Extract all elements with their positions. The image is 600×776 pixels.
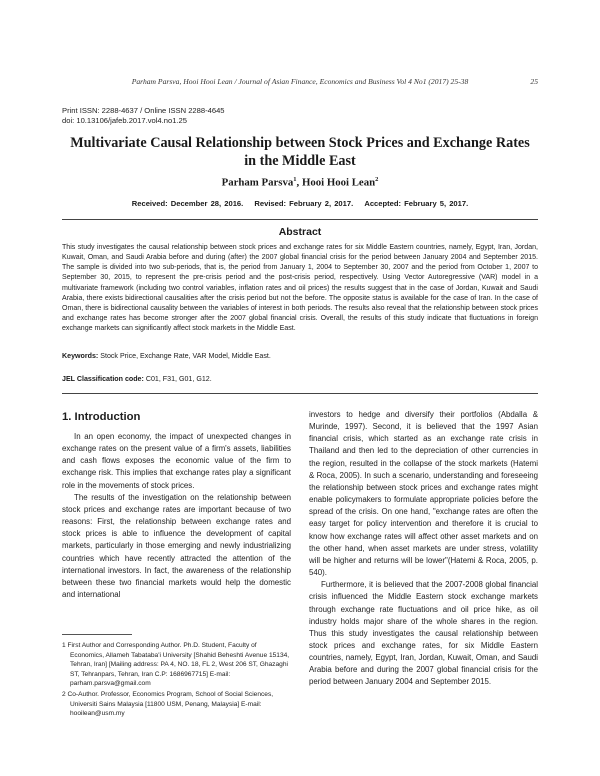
running-head-text: Parham Parsva, Hooi Hooi Lean / Journal of Asian Finance, Economics and Business Vol 4 No1 (2017) 25-38: [131, 77, 469, 86]
author-name: Parham Parsva: [221, 176, 294, 189]
body-paragraph: Furthermore, it is believed that the 2007-2008 global financial crisis influenced the Middle Eastern stock exchange markets through exchange rate fluctuations and oil price hike, as oil industry holds major share of the whole shares in the region. Thus this study investigates the causal relationship between stock prices and exchange rates, for six Middle Eastern countries, namely, Egypt, Iran, Jordan, Kuwait, Oman, and Saudi Arabia before and during the 2007 global financial crisis for the period between January 2004 and September 2015.: [309, 580, 538, 687]
running-head: [0, 77, 600, 86]
page-number: 25: [530, 77, 538, 86]
body-paragraph: In an open economy, the impact of unexpected changes in exchange rates on the present value of a firm's assets, liabilities and cash flows exposes the economic value of the firm to exchange risk. This implies that exchange rates play a significant role in the movements of stock prices.: [62, 432, 291, 490]
jel-label: JEL Classification code:: [62, 375, 144, 383]
dates-line: [62, 199, 538, 208]
issn-line: Print ISSN: 2288-4637 / Online ISSN 2288-4645: [62, 106, 225, 115]
keywords-label: Keywords:: [62, 352, 99, 360]
author-separator: ,: [296, 176, 302, 189]
abstract-section: [62, 219, 538, 334]
received-date: Received: December 28, 2016.: [131, 199, 244, 208]
revised-date: Revised: February 2, 2017.: [254, 199, 354, 208]
footnotes: [62, 641, 291, 720]
keywords-text: Stock Price, Exchange Rate, VAR Model, Middle East.: [98, 352, 271, 360]
left-column: [62, 409, 291, 601]
author-affiliation-mark: 2: [375, 176, 379, 183]
introduction-heading: 1. Introduction: [62, 411, 141, 423]
author-affiliation-mark: 1: [293, 176, 297, 183]
paper-title: [62, 134, 538, 170]
accepted-date: Accepted: February 5, 2017.: [364, 199, 469, 208]
keywords-line: [62, 352, 538, 360]
footnote: 2 Co-Author. Professor, Economics Program, School of Social Sciences, Universiti Sains Malaysia [11800 USM, Penang, Malaysia] E-mail: hooilean@usm.my: [62, 690, 274, 718]
right-column: [309, 409, 538, 689]
author-name: Hooi Hooi Lean: [301, 176, 376, 189]
section-divider: [62, 393, 538, 394]
abstract-text: This study investigates the causal relationship between stock prices and exchange rates for six Middle Eastern countries, namely, Egypt, Iran, Jordan, Kuwait, Oman, and Saudi Arabia before and during (after) the 2007 global financial crisis for the period between January 2004 and September 2015. The sample is divided into two sub-periods, that is, the period from January 1, 2004 to September 30, 2007 and the period from October 1, 2007 to September 30, 2015, to represent the pre-crisis period and the post-crisis period, respectively. Using Vector Autoregressive (VAR) model in a multivariate framework (including two control variables, inflation rates and oil prices) the results suggest that in the case of Jordan, Kuwait and Saudi Arabia, there exists bidirectional causalities after the crisis period but not the before. The opposite status is available for the case of Iran. In the case of Oman, there is bidirectional causality between the variables of interest in both periods. The results also reveal that the relationship between stock prices and exchange rates has become stronger after the 2007 global financial crisis. Overall, the results of this study indicate that fluctuations in foreign exchange markets can significantly affect stock markets in the Middle East.: [62, 244, 538, 333]
title-line-1: Multivariate Causal Relationship between Stock Prices and Exchange Rates: [70, 135, 530, 151]
doi-line: doi: 10.13106/jafeb.2017.vol4.no1.25: [62, 116, 187, 125]
jel-code-line: [62, 375, 538, 383]
footnote-divider: [62, 634, 132, 635]
issn-block: [62, 106, 225, 126]
footnote: 1 First Author and Corresponding Author. Ph.D. Student, Faculty of Economics, Allameh Tabataba'i University [Shahid Beheshti Avenue 15134, Tehran, Iran] [Mailing address: PA 4, NO. 18, FL 2, West 206 ST, Ghazaghi ST, Tehranpars, Tehran, Iran C.P: 1686967715] E-mail: parham.parsva@gmail.com: [62, 642, 290, 688]
author-list: [62, 176, 538, 189]
body-paragraph: The results of the investigation on the relationship between stock prices and exchange rates are important because of two reasons: First, the relationship between exchange rates and stock prices is able to influence the development of capital markets, particularly in those emerging and newly industrializing countries which have recently attracted the attention of the international investors. In fact, the awareness of the relationship between these two financial markets would help the domestic and international: [62, 492, 291, 600]
jel-text: C01, F31, G01, G12.: [143, 375, 212, 383]
title-line-2: in the Middle East: [244, 153, 356, 169]
body-paragraph: investors to hedge and diversify their portfolios (Abdalla & Murinde, 1997). Second, it is believed that the 1997 Asian financial crisis, which started as an exchange rate crisis in Thailand and then led to the depreciation of other currencies in the region, resulted in the collapse of the stock markets (Hatemi & Roca, 2005). In such a scenario, understanding and foreseeing the relationship between stock prices and exchange rates might enable policymakers to formulate appropriate policies before the spread of the crisis. On one hand, "exchange rates are often the easy target for policy intervention and therefore it is crucial to know how exchange rates will affect other asset markets and on the other hand, when asset markets are under stress, volatility will be higher and returns will be lower"(Hatemi & Roca, 2005, p. 540).: [309, 410, 538, 578]
abstract-heading: Abstract: [278, 226, 322, 238]
